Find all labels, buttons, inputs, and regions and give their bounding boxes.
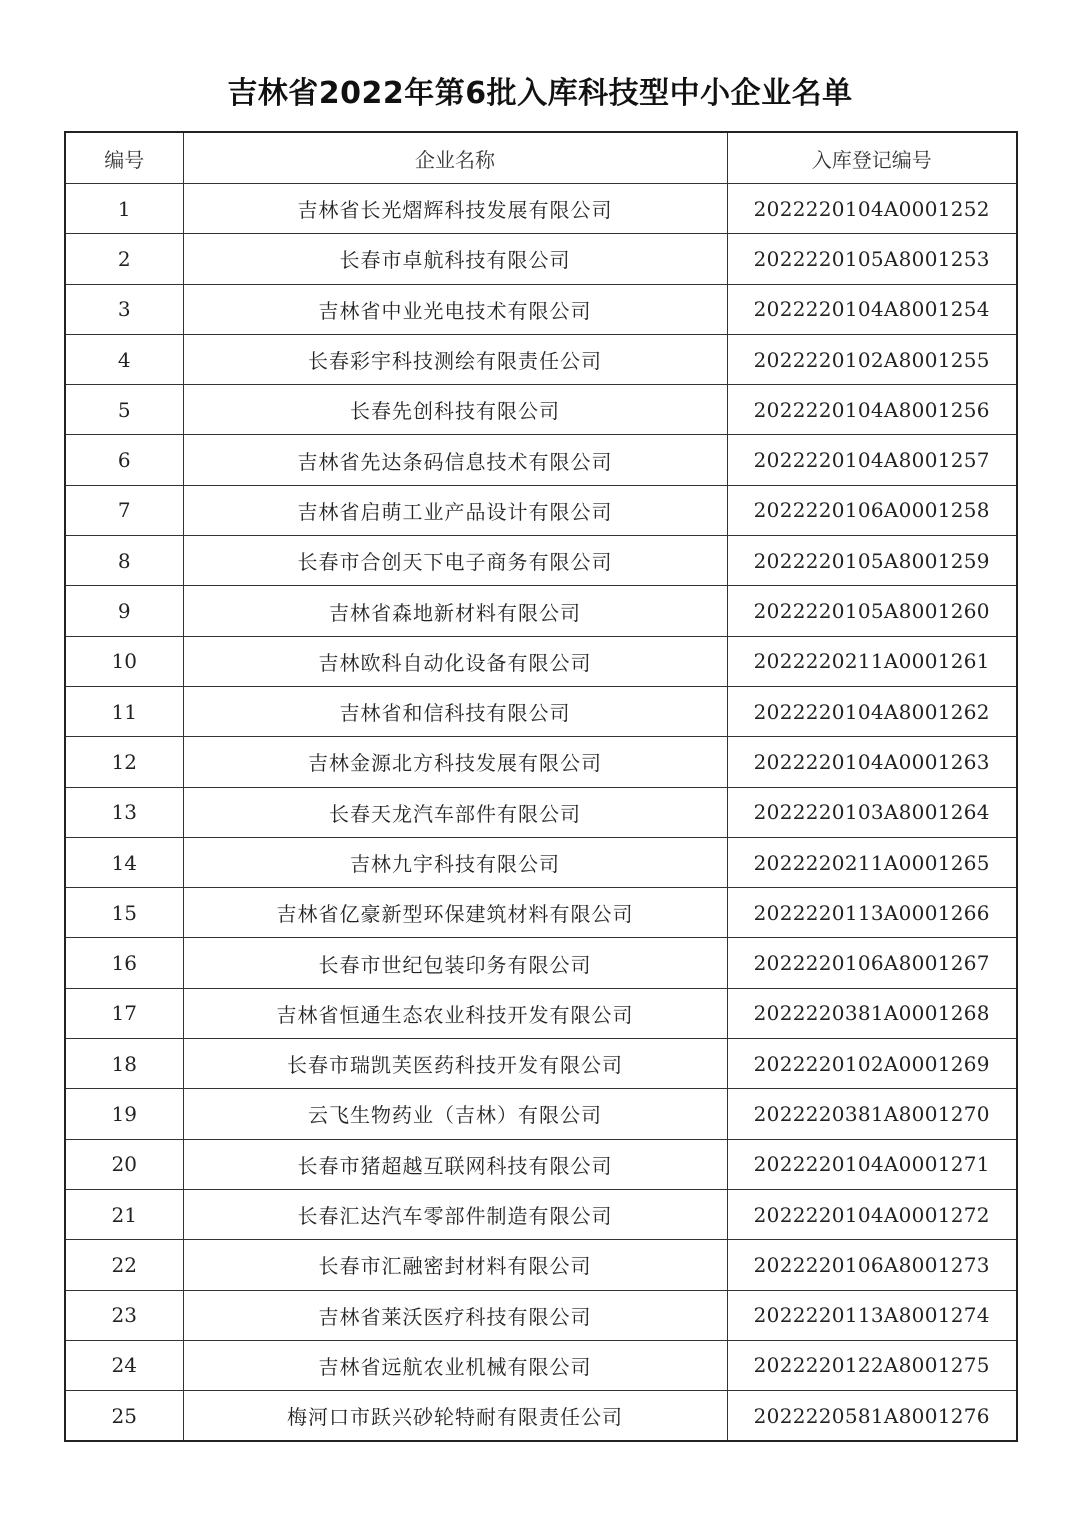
- registration-number: 2022220211A0001265: [727, 837, 1017, 887]
- registration-number: 2022220104A0001271: [727, 1139, 1017, 1189]
- row-number: 16: [65, 938, 183, 988]
- table-row: [65, 1340, 1017, 1390]
- registration-number: 2022220104A8001257: [727, 435, 1017, 485]
- table-row: [65, 1391, 1017, 1442]
- registration-number: 2022220105A8001253: [727, 234, 1017, 284]
- company-name: 吉林省中业光电技术有限公司: [183, 284, 727, 334]
- row-number: 5: [65, 385, 183, 435]
- header-company-name: 企业名称: [183, 132, 727, 184]
- registration-number: 2022220581A8001276: [727, 1391, 1017, 1442]
- row-number: 6: [65, 435, 183, 485]
- table-row: [65, 1139, 1017, 1189]
- company-name: 吉林省远航农业机械有限公司: [183, 1340, 727, 1390]
- company-name: 长春彩宇科技测绘有限责任公司: [183, 334, 727, 384]
- table-row: [65, 385, 1017, 435]
- company-name: 长春汇达汽车零部件制造有限公司: [183, 1189, 727, 1239]
- row-number: 24: [65, 1340, 183, 1390]
- table-header: [65, 132, 1017, 184]
- row-number: 9: [65, 586, 183, 636]
- row-number: 7: [65, 485, 183, 535]
- row-number: 1: [65, 184, 183, 234]
- company-name: 长春市猪超越互联网科技有限公司: [183, 1139, 727, 1189]
- company-name: 吉林省启萌工业产品设计有限公司: [183, 485, 727, 535]
- registration-number: 2022220381A0001268: [727, 988, 1017, 1038]
- registration-number: 2022220102A0001269: [727, 1039, 1017, 1089]
- company-name: 云飞生物药业（吉林）有限公司: [183, 1089, 727, 1139]
- header-registration-number: 入库登记编号: [727, 132, 1017, 184]
- company-name: 长春市卓航科技有限公司: [183, 234, 727, 284]
- registration-number: 2022220105A8001259: [727, 536, 1017, 586]
- table-row: [65, 184, 1017, 234]
- row-number: 13: [65, 787, 183, 837]
- row-number: 11: [65, 686, 183, 736]
- registration-number: 2022220104A0001252: [727, 184, 1017, 234]
- registration-number: 2022220104A0001272: [727, 1189, 1017, 1239]
- registration-number: 2022220104A8001254: [727, 284, 1017, 334]
- table-row: [65, 284, 1017, 334]
- table-row: [65, 737, 1017, 787]
- company-name: 长春市汇融密封材料有限公司: [183, 1240, 727, 1290]
- company-name: 长春市世纪包装印务有限公司: [183, 938, 727, 988]
- row-number: 21: [65, 1189, 183, 1239]
- row-number: 2: [65, 234, 183, 284]
- company-name: 吉林九宇科技有限公司: [183, 837, 727, 887]
- table-row: [65, 636, 1017, 686]
- registration-number: 2022220106A0001258: [727, 485, 1017, 535]
- table-row: [65, 234, 1017, 284]
- header-row: [65, 132, 1017, 184]
- company-name: 吉林省森地新材料有限公司: [183, 586, 727, 636]
- table-row: [65, 485, 1017, 535]
- registration-number: 2022220104A0001263: [727, 737, 1017, 787]
- registration-number: 2022220105A8001260: [727, 586, 1017, 636]
- row-number: 4: [65, 334, 183, 384]
- registration-number: 2022220211A0001261: [727, 636, 1017, 686]
- table-row: [65, 988, 1017, 1038]
- row-number: 12: [65, 737, 183, 787]
- enterprise-table: [64, 131, 1018, 1442]
- row-number: 25: [65, 1391, 183, 1442]
- table-row: [65, 1240, 1017, 1290]
- table-row: [65, 686, 1017, 736]
- company-name: 吉林省莱沃医疗科技有限公司: [183, 1290, 727, 1340]
- registration-number: 2022220104A8001262: [727, 686, 1017, 736]
- company-name: 吉林省先达条码信息技术有限公司: [183, 435, 727, 485]
- company-name: 长春市瑞凯芙医药科技开发有限公司: [183, 1039, 727, 1089]
- table-row: [65, 837, 1017, 887]
- company-name: 吉林省长光熠辉科技发展有限公司: [183, 184, 727, 234]
- header-number: 编号: [65, 132, 183, 184]
- registration-number: 2022220122A8001275: [727, 1340, 1017, 1390]
- row-number: 14: [65, 837, 183, 887]
- table-row: [65, 586, 1017, 636]
- table-row: [65, 536, 1017, 586]
- row-number: 20: [65, 1139, 183, 1189]
- table-row: [65, 1189, 1017, 1239]
- row-number: 8: [65, 536, 183, 586]
- company-name: 吉林省和信科技有限公司: [183, 686, 727, 736]
- table-row: [65, 888, 1017, 938]
- table-row: [65, 435, 1017, 485]
- company-name: 吉林欧科自动化设备有限公司: [183, 636, 727, 686]
- registration-number: 2022220103A8001264: [727, 787, 1017, 837]
- row-number: 10: [65, 636, 183, 686]
- table-row: [65, 334, 1017, 384]
- row-number: 19: [65, 1089, 183, 1139]
- table-body: [65, 184, 1017, 1442]
- row-number: 17: [65, 988, 183, 1038]
- row-number: 3: [65, 284, 183, 334]
- table-row: [65, 1290, 1017, 1340]
- company-name: 长春先创科技有限公司: [183, 385, 727, 435]
- company-name: 吉林省亿豪新型环保建筑材料有限公司: [183, 888, 727, 938]
- company-name: 吉林省恒通生态农业科技开发有限公司: [183, 988, 727, 1038]
- registration-number: 2022220381A8001270: [727, 1089, 1017, 1139]
- table-row: [65, 1089, 1017, 1139]
- company-name: 长春市合创天下电子商务有限公司: [183, 536, 727, 586]
- registration-number: 2022220102A8001255: [727, 334, 1017, 384]
- row-number: 22: [65, 1240, 183, 1290]
- row-number: 23: [65, 1290, 183, 1340]
- row-number: 18: [65, 1039, 183, 1089]
- registration-number: 2022220106A8001267: [727, 938, 1017, 988]
- table-row: [65, 787, 1017, 837]
- company-name: 长春天龙汽车部件有限公司: [183, 787, 727, 837]
- company-name: 吉林金源北方科技发展有限公司: [183, 737, 727, 787]
- registration-number: 2022220104A8001256: [727, 385, 1017, 435]
- registration-number: 2022220106A8001273: [727, 1240, 1017, 1290]
- table-row: [65, 1039, 1017, 1089]
- company-name: 梅河口市跃兴砂轮特耐有限责任公司: [183, 1391, 727, 1442]
- table-row: [65, 938, 1017, 988]
- document-title: 吉林省2022年第6批入库科技型中小企业名单: [227, 76, 853, 111]
- registration-number: 2022220113A0001266: [727, 888, 1017, 938]
- registration-number: 2022220113A8001274: [727, 1290, 1017, 1340]
- row-number: 15: [65, 888, 183, 938]
